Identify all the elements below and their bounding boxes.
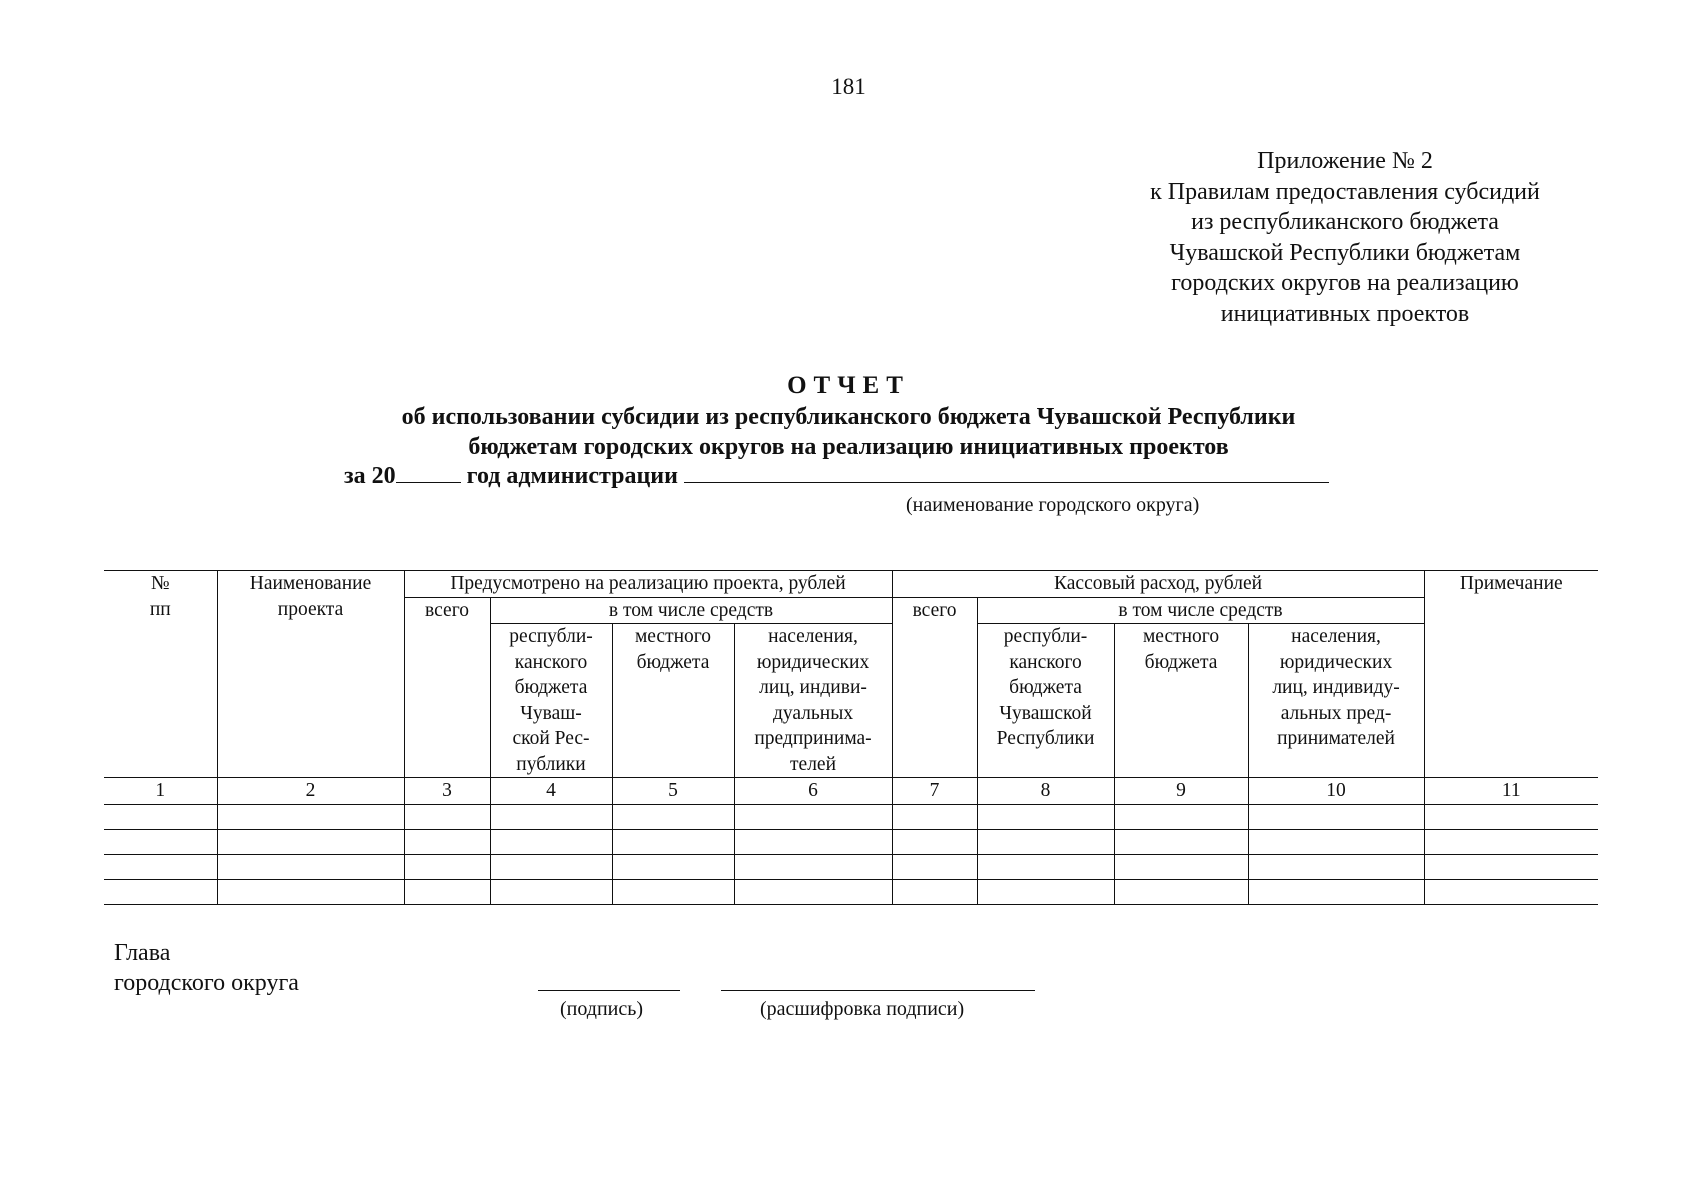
table-cell[interactable] bbox=[1248, 829, 1424, 854]
appendix-line: Чувашской Республики бюджетам bbox=[1169, 239, 1521, 266]
table-row bbox=[104, 854, 1598, 879]
table-cell[interactable] bbox=[612, 879, 734, 904]
report-subtitle-line1: об использовании субсидии из республиканского бюджета Чувашской Республики bbox=[401, 404, 1296, 430]
table-cell[interactable] bbox=[1248, 804, 1424, 829]
column-number: 3 bbox=[404, 778, 490, 805]
table-cell[interactable] bbox=[104, 804, 217, 829]
signatory-role: Глава городского округа bbox=[114, 940, 299, 996]
table-cell[interactable] bbox=[1424, 854, 1598, 879]
table-cell[interactable] bbox=[977, 804, 1114, 829]
table-cell[interactable] bbox=[404, 829, 490, 854]
header-cash-republic: республи- канского бюджета Чувашской Республики bbox=[977, 624, 1114, 778]
table-cell[interactable] bbox=[404, 804, 490, 829]
column-number: 10 bbox=[1248, 778, 1424, 805]
table-cell[interactable] bbox=[892, 879, 977, 904]
table-row bbox=[104, 829, 1598, 854]
header-project-name: Наименование проекта bbox=[217, 571, 404, 778]
table-cell[interactable] bbox=[734, 804, 892, 829]
header-cash-group: Кассовый расход, рублей bbox=[892, 571, 1424, 598]
table-cell[interactable] bbox=[977, 854, 1114, 879]
report-period bbox=[344, 463, 1329, 490]
table-cell[interactable] bbox=[977, 879, 1114, 904]
header-note: Примечание bbox=[1424, 571, 1598, 778]
table-cell[interactable] bbox=[1114, 804, 1248, 829]
column-number: 9 bbox=[1114, 778, 1248, 805]
column-number: 1 bbox=[104, 778, 217, 805]
table-cell[interactable] bbox=[217, 804, 404, 829]
table-cell[interactable] bbox=[1114, 879, 1248, 904]
column-number: 5 bbox=[612, 778, 734, 805]
header-planned-republic: республи- канского бюджета Чуваш- ской Рес- публики bbox=[490, 624, 612, 778]
table-row bbox=[104, 879, 1598, 904]
table-cell[interactable] bbox=[612, 829, 734, 854]
period-middle: год администрации bbox=[460, 463, 678, 489]
year-blank-field[interactable] bbox=[396, 482, 461, 483]
table-cell[interactable] bbox=[217, 879, 404, 904]
table-cell[interactable] bbox=[1248, 854, 1424, 879]
period-prefix: за 20 bbox=[344, 463, 396, 489]
column-number: 11 bbox=[1424, 778, 1598, 805]
table-cell[interactable] bbox=[104, 829, 217, 854]
table-cell[interactable] bbox=[490, 804, 612, 829]
appendix-line: из республиканского бюджета bbox=[1191, 209, 1499, 235]
column-number-row bbox=[104, 778, 1598, 805]
header-cash-population: населения, юридических лиц, индивиду- альных пред- принимателей bbox=[1248, 624, 1424, 778]
appendix-line: к Правилам предоставления субсидий bbox=[1150, 178, 1540, 205]
header-planned-group: Предусмотрено на реализацию проекта, рублей bbox=[404, 571, 892, 598]
table-cell[interactable] bbox=[892, 829, 977, 854]
appendix-line: городских округов на реализацию bbox=[1171, 270, 1519, 296]
table-cell[interactable] bbox=[612, 804, 734, 829]
signature-caption: (подпись) bbox=[560, 998, 644, 1020]
appendix-line: инициативных проектов bbox=[1220, 300, 1470, 327]
column-number: 2 bbox=[217, 778, 404, 805]
signature-decode-line[interactable] bbox=[721, 990, 1035, 991]
header-planned-total: всего bbox=[404, 597, 490, 778]
table-cell[interactable] bbox=[104, 879, 217, 904]
table-cell[interactable] bbox=[977, 829, 1114, 854]
table-cell[interactable] bbox=[892, 854, 977, 879]
table-cell[interactable] bbox=[892, 804, 977, 829]
header-planned-local: местного бюджета bbox=[612, 624, 734, 778]
signature-decode-caption: (расшифровка подписи) bbox=[760, 998, 965, 1020]
table-cell[interactable] bbox=[490, 854, 612, 879]
table-cell[interactable] bbox=[404, 854, 490, 879]
table-cell[interactable] bbox=[404, 879, 490, 904]
column-number: 7 bbox=[892, 778, 977, 805]
table-cell[interactable] bbox=[1424, 879, 1598, 904]
header-number: № пп bbox=[104, 571, 217, 778]
table-cell[interactable] bbox=[490, 829, 612, 854]
column-number: 4 bbox=[490, 778, 612, 805]
signature-line[interactable] bbox=[538, 990, 680, 991]
column-number: 6 bbox=[734, 778, 892, 805]
appendix-block bbox=[1085, 146, 1605, 329]
table-cell[interactable] bbox=[104, 854, 217, 879]
appendix-line: Приложение № 2 bbox=[1257, 148, 1433, 174]
header-cash-including: в том числе средств bbox=[977, 597, 1424, 624]
table-cell[interactable] bbox=[734, 829, 892, 854]
table-row bbox=[104, 804, 1598, 829]
admin-caption: (наименование городского округа) bbox=[906, 494, 1200, 516]
administration-blank-field[interactable] bbox=[684, 482, 1329, 483]
header-planned-including: в том числе средств bbox=[490, 597, 892, 624]
table-cell[interactable] bbox=[1424, 804, 1598, 829]
table-cell[interactable] bbox=[734, 854, 892, 879]
header-planned-population: населения, юридических лиц, индиви- дуальных предпринима- телей bbox=[734, 624, 892, 778]
header-cash-total: всего bbox=[892, 597, 977, 778]
table-cell[interactable] bbox=[490, 879, 612, 904]
header-cash-local: местного бюджета bbox=[1114, 624, 1248, 778]
page-number: 181 bbox=[831, 74, 866, 99]
report-subtitle-line2: бюджетам городских округов на реализацию инициативных проектов bbox=[468, 434, 1229, 460]
table-cell[interactable] bbox=[1424, 829, 1598, 854]
table-cell[interactable] bbox=[1248, 879, 1424, 904]
table-cell[interactable] bbox=[1114, 829, 1248, 854]
table-cell[interactable] bbox=[612, 854, 734, 879]
table-cell[interactable] bbox=[734, 879, 892, 904]
column-number: 8 bbox=[977, 778, 1114, 805]
report-title: ОТЧЕТ bbox=[787, 372, 910, 399]
report-table bbox=[104, 570, 1598, 905]
table-cell[interactable] bbox=[217, 829, 404, 854]
table-cell[interactable] bbox=[1114, 854, 1248, 879]
table-cell[interactable] bbox=[217, 854, 404, 879]
